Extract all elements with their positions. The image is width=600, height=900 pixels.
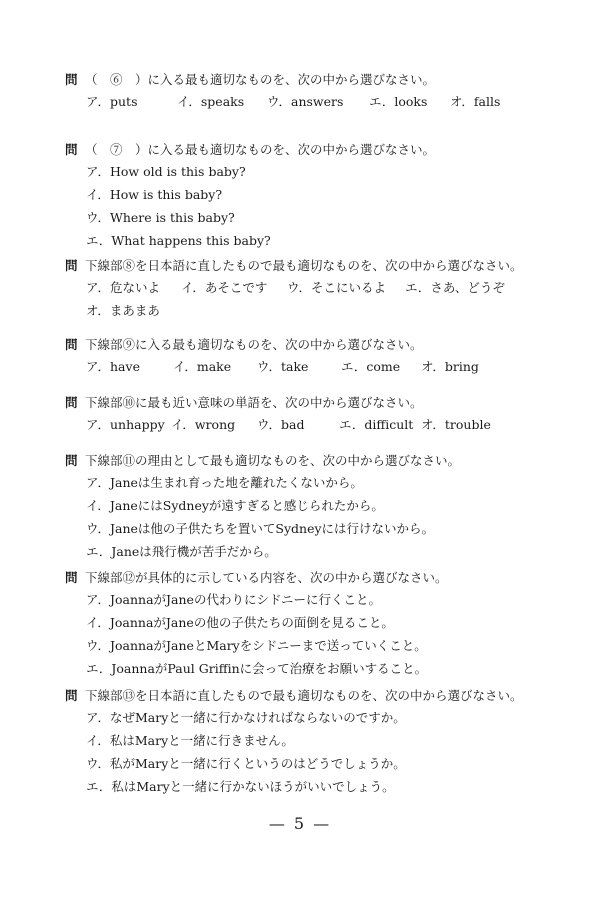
question-9: [65, 335, 565, 378]
stem-text: 下線部⑨に入る最も適切なものを、次の中から選びなさい。: [85, 337, 423, 352]
page-number: — 5 —: [268, 814, 332, 833]
question-stem: [65, 568, 565, 588]
question-mark: 問: [65, 688, 78, 703]
option-i: イ．あそこです: [181, 280, 268, 295]
question-mark: 問: [65, 337, 78, 352]
option-a: ア．Janeは生まれ育った地を離れたくないから。: [86, 475, 363, 490]
option-u: ウ．JoannaがJaneとMaryをシドニーまで送っていくこと。: [86, 638, 427, 653]
question-mark: 問: [65, 142, 78, 157]
option-e: エ．JoannaがPaul Griffinに会って治療をお願いすること。: [86, 661, 428, 676]
option-a: ア．How old is this baby?: [86, 164, 246, 179]
option-i: イ．wrong: [171, 417, 236, 432]
option-u: ウ．take: [257, 359, 309, 374]
option-i: イ．make: [173, 359, 232, 374]
option-u: ウ．そこにいるよ: [287, 280, 387, 295]
question-7: [65, 140, 565, 252]
option-e: エ．Janeは飛行機が苦手だから。: [86, 544, 277, 559]
question-11: [65, 451, 565, 563]
option-i: イ．How is this baby?: [86, 187, 223, 202]
question-stem: [65, 393, 565, 413]
question-mark: 問: [65, 395, 78, 410]
option-o: オ．まあまあ: [86, 303, 160, 318]
option-u: ウ．Janeは他の子供たちを置いてSydneyには行けないから。: [86, 521, 435, 536]
option-a: ア．なぜMaryと一緒に行かなければならないのですか。: [86, 710, 406, 725]
option-a: ア．unhappy: [86, 417, 165, 432]
option-e: エ．come: [341, 359, 401, 374]
option-e: エ．difficult: [339, 417, 414, 432]
options-row: [65, 355, 565, 378]
option-o: オ．bring: [421, 359, 479, 374]
question-mark: 問: [65, 453, 78, 468]
option-u: ウ．Where is this baby?: [86, 210, 235, 225]
question-stem: [65, 451, 565, 471]
option-i: イ．JoannaがJaneの他の子供たちの面倒を見ること。: [86, 615, 394, 630]
question-stem: [65, 686, 565, 706]
question-stem: [65, 140, 565, 160]
option-i: イ．私はMaryと一緒に行きません。: [86, 733, 294, 748]
options-row: [65, 276, 565, 299]
option-u: ウ．私がMaryと一緒に行くというのはどうでしょうか。: [86, 756, 406, 771]
stem-text: 下線部⑩に最も近い意味の単語を、次の中から選びなさい。: [85, 395, 423, 410]
stem-text: （ ⑥ ）に入る最も適切なものを、次の中から選びなさい。: [85, 72, 436, 87]
question-8: [65, 256, 565, 322]
question-mark: 問: [65, 72, 78, 87]
option-o: オ．trouble: [421, 417, 491, 432]
question-12: [65, 568, 565, 680]
option-e: エ．looks: [369, 94, 428, 109]
question-stem: [65, 70, 565, 90]
stem-text: 下線部⑫が具体的に示している内容を、次の中から選びなさい。: [85, 570, 448, 585]
option-u: ウ．answers: [267, 94, 344, 109]
options-row: [65, 413, 565, 436]
question-13: [65, 686, 565, 798]
option-e: エ．さあ、どうぞ: [405, 280, 505, 295]
option-a: ア．have: [86, 359, 140, 374]
stem-text: 下線部⑪の理由として最も適切なものを、次の中から選びなさい。: [85, 453, 461, 468]
option-o: オ．falls: [450, 94, 501, 109]
stem-text: （ ⑦ ）に入る最も適切なものを、次の中から選びなさい。: [85, 142, 436, 157]
question-10: [65, 393, 565, 436]
option-a: ア．JoannaがJaneの代わりにシドニーに行くこと。: [86, 592, 381, 607]
stem-text: 下線部⑬を日本語に直したもので最も適切なものを、次の中から選びなさい。: [85, 688, 523, 703]
options-row: [65, 90, 565, 113]
option-a: ア．危ないよ: [86, 280, 161, 295]
question-6: [65, 70, 565, 113]
question-mark: 問: [65, 570, 78, 585]
option-e: エ．What happens this baby?: [86, 233, 271, 248]
option-i: イ．speaks: [177, 94, 245, 109]
option-i: イ．JaneにはSydneyが遠すぎると感じられたから。: [86, 498, 384, 513]
question-stem: [65, 256, 565, 276]
option-a: ア．puts: [86, 94, 138, 109]
stem-text: 下線部⑧を日本語に直したもので最も適切なものを、次の中から選びなさい。: [85, 258, 523, 273]
option-e: エ．私はMaryと一緒に行かないほうがいいでしょう。: [86, 779, 395, 794]
question-stem: [65, 335, 565, 355]
question-mark: 問: [65, 258, 78, 273]
option-u: ウ．bad: [257, 417, 305, 432]
